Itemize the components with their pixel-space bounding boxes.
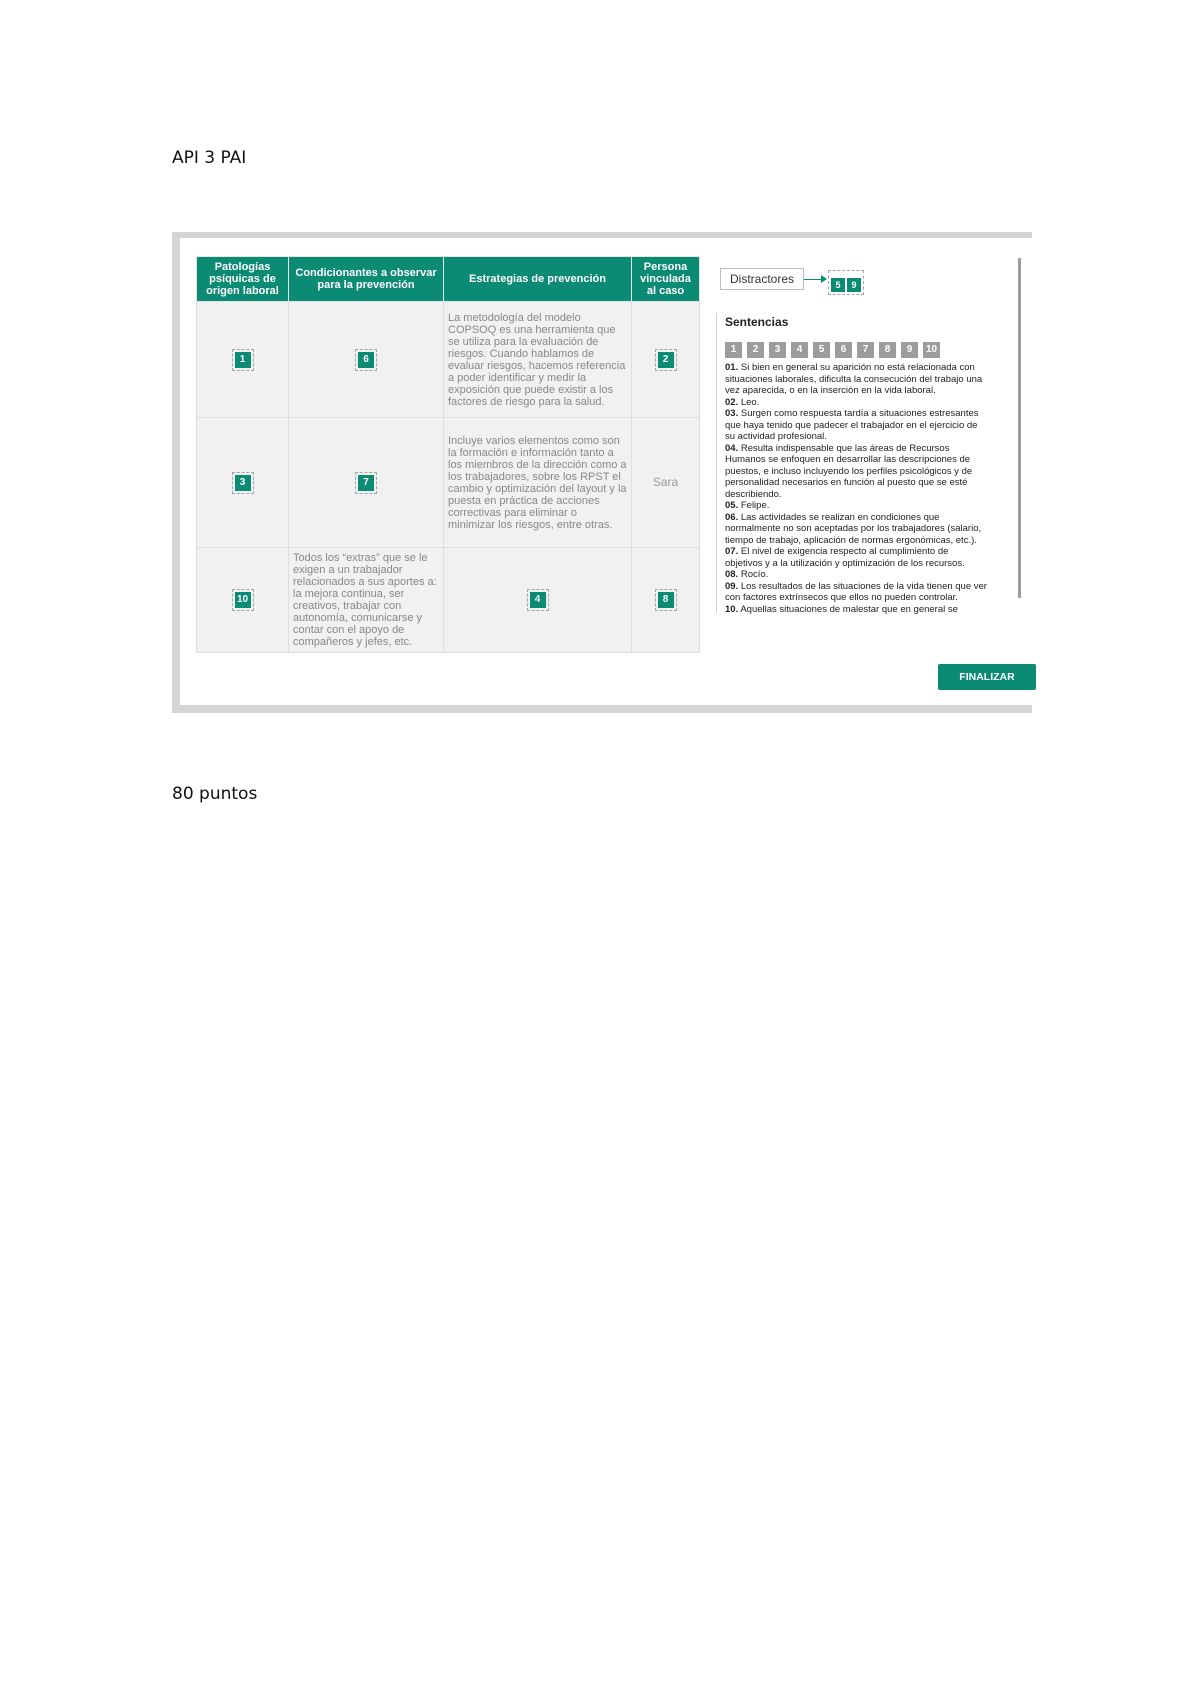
answer-token[interactable]: 6 — [358, 352, 374, 368]
arrow-right-icon — [821, 275, 827, 283]
person-name: Sara — [652, 475, 679, 489]
header-person: Persona vinculada al caso — [632, 257, 700, 302]
answer-token[interactable]: 4 — [530, 592, 546, 608]
matching-table — [196, 256, 700, 653]
sentence-item: 05. Felipe. — [725, 500, 770, 511]
points-label: 80 puntos — [172, 784, 258, 804]
drop-cell[interactable] — [289, 418, 444, 548]
sentence-item: 08. Rocío. — [725, 569, 769, 580]
header-strategies: Estrategias de prevención — [444, 257, 632, 302]
drop-zone[interactable] — [655, 349, 677, 371]
drop-cell[interactable] — [289, 302, 444, 418]
distractor-token[interactable]: 5 — [831, 278, 845, 292]
scrollbar[interactable] — [1018, 258, 1021, 598]
answer-token[interactable]: 10 — [235, 592, 251, 608]
distractors-drop-zone[interactable] — [828, 270, 864, 295]
sentence-list — [725, 362, 987, 615]
sentence-item: 06. Las actividades se realizan en condiciones que normalmente no son aceptadas por los trabajadores (salario, tiempo de trabajo, aplicación de normas ergonómicas, etc.). — [725, 511, 982, 546]
cell-text: Incluye varios elementos como son la formación e información tanto a los miembros de la dirección como a los trabajadores, sobre los RPST el cambio y optimización del layout y la puesta en práctica de acciones correctivas para eliminar o minimizar los riesgos, entre otras. — [444, 418, 632, 548]
cell-text: La metodología del modelo COPSOQ es una herramienta que se utiliza para la evaluación de riesgos. Cuando hablamos de evaluar riesgos, hacemos referencia a poder identificar y medir la exposición que puede existir a los factores de riesgo para la salud. — [444, 302, 632, 418]
table-row — [197, 302, 700, 418]
table-row — [197, 548, 700, 653]
sentence-item: 10. Aquellas situaciones de malestar que en general se — [725, 603, 958, 615]
sentence-token[interactable]: 5 — [813, 342, 830, 358]
sentence-item: 07. El nivel de exigencia respecto al cumplimiento de objetivos y a la utilización y optimización de los recursos. — [725, 546, 965, 569]
sentence-item: 09. Los resultados de las situaciones de la vida tienen que ver con factores extrínsecos que ellos no pueden controlar. — [725, 580, 987, 603]
drop-cell[interactable] — [632, 302, 700, 418]
header-pathologies: Patologías psíquicas de origen laboral — [197, 257, 289, 302]
sentence-token[interactable]: 7 — [857, 342, 874, 358]
sentence-token[interactable]: 9 — [901, 342, 918, 358]
table-row — [197, 418, 700, 548]
sentence-item: 04. Resulta indispensable que las áreas de Recursos Humanos se enfoquen en desarrollar las descripciones de puestos, e incluso incluyendo los perfiles psicológicos y de personalidad necesarios en función al puesto que se esté describiendo. — [725, 442, 973, 500]
table-header-row — [197, 257, 700, 302]
sentence-token[interactable]: 3 — [769, 342, 786, 358]
sentence-item: 02. Leo. — [725, 396, 760, 408]
sentence-item: 03. Surgen como respuesta tardía a situaciones estresantes que haya tenido que padecer el trabajador en el ejercicio de su actividad profesional. — [725, 408, 979, 442]
answer-token[interactable]: 3 — [235, 475, 251, 491]
drop-zone[interactable] — [232, 589, 254, 611]
distractor-token[interactable]: 9 — [847, 278, 861, 292]
drop-cell[interactable] — [197, 302, 289, 418]
cell-person — [632, 418, 700, 548]
answer-token[interactable]: 8 — [658, 592, 674, 608]
answer-token[interactable]: 7 — [358, 475, 374, 491]
sentence-token[interactable]: 1 — [725, 342, 742, 358]
activity-screenshot — [172, 232, 1032, 713]
drop-zone[interactable] — [655, 589, 677, 611]
sentence-token[interactable]: 2 — [747, 342, 764, 358]
drop-cell[interactable] — [197, 548, 289, 653]
answer-token[interactable]: 1 — [235, 352, 251, 368]
document-title: API 3 PAI — [172, 148, 247, 168]
drop-zone[interactable] — [355, 472, 377, 494]
drop-zone[interactable] — [355, 349, 377, 371]
sentence-token[interactable]: 10 — [923, 342, 940, 358]
drop-zone[interactable] — [527, 589, 549, 611]
sentence-token-bar — [725, 337, 945, 358]
answer-token[interactable]: 2 — [658, 352, 674, 368]
drop-cell[interactable] — [444, 548, 632, 653]
sentence-token[interactable]: 4 — [791, 342, 808, 358]
drop-cell[interactable] — [632, 548, 700, 653]
drop-zone[interactable] — [232, 472, 254, 494]
header-conditioning: Condicionantes a observar para la prevención — [289, 257, 444, 302]
distractors-label: Distractores — [720, 268, 804, 290]
sentences-title: Sentencias — [725, 315, 789, 329]
finish-button[interactable]: FINALIZAR — [938, 664, 1036, 690]
drop-cell[interactable] — [197, 418, 289, 548]
cell-text: Todos los “extras” que se le exigen a un trabajador relacionados a sus aportes a: la mejora continua, ser creativos, trabajar con autonomía, comunicarse y contar con el apoyo de compañeros y jefes, etc. — [289, 548, 444, 653]
sentence-token[interactable]: 6 — [835, 342, 852, 358]
activity-panel — [180, 238, 1032, 705]
sentence-item: 01. Si bien en general su aparición no está relacionada con situaciones laborales, dificulta la consecución del trabajo una vez aparecida, o en la inserción en la vida laboral. — [725, 362, 983, 396]
divider — [716, 313, 717, 613]
drop-zone[interactable] — [232, 349, 254, 371]
sentence-token[interactable]: 8 — [879, 342, 896, 358]
